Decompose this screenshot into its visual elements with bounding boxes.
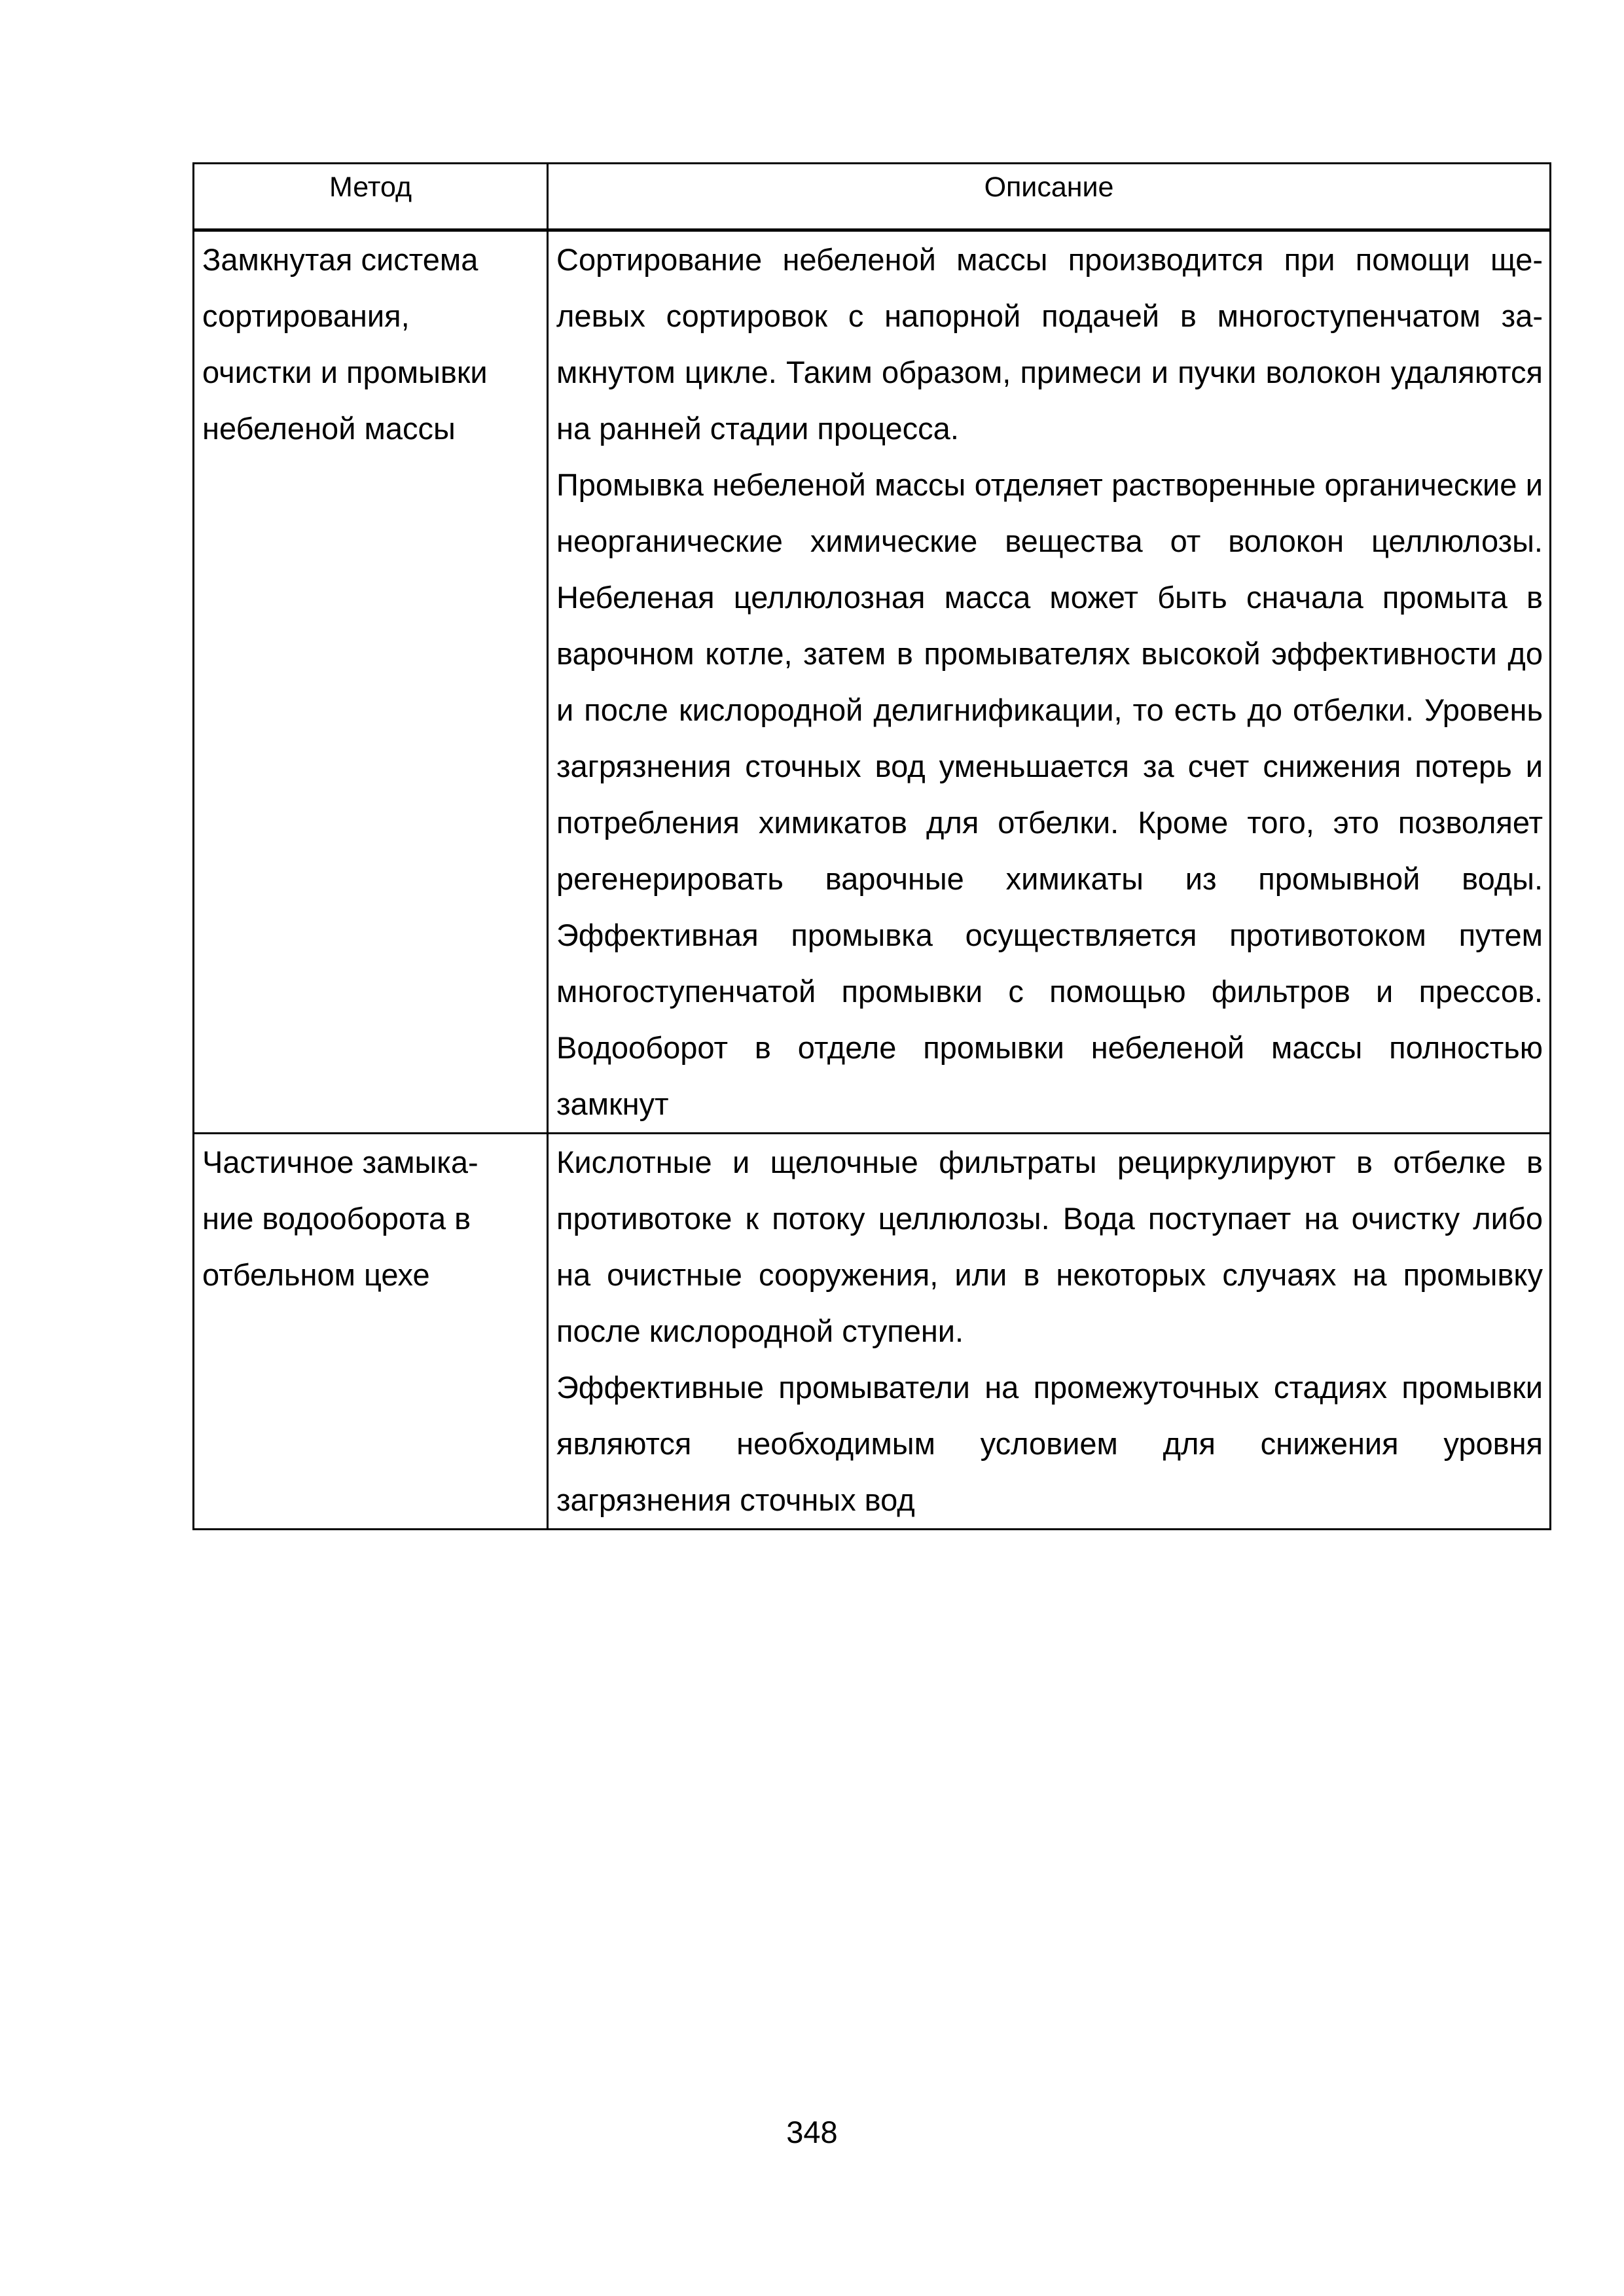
table-header-row	[194, 164, 1551, 230]
description-paragraph: Эффективные промыватели на промежуточных стадиях промывки являются необходимым условием для снижения уровня загрязнения сточных вод	[556, 1370, 1543, 1517]
description-paragraph: Сортирование небеленой массы производится при помощи щелевых сортировок с напорной подачей в многоступенчатом замкнутом цикле. Таким образом, примеси и пучки волокон удаляются на ранней стадии процесса.	[556, 242, 1543, 446]
description-paragraph: Кислотные и щелочные фильтраты рециркулируют в отбелке в противотоке к потоку целлюлозы. Вода поступает на очистку либо на очистные сооружения, или в некоторых случаях на промывку после кислородной ступени.	[556, 1145, 1543, 1348]
table-row	[194, 230, 1551, 1134]
description-paragraph: Промывка небеленой массы отделяет растворенные органические и неорганические химические вещества от волокон целлюлозы. Небеленая целлюлозная масса может быть сначала промыта в варочном котле, затем в промывателях высокой эффективности до и после кислородной делигнификации, то есть до отбелки. Уровень загрязнения сточных вод уменьшается за счет снижения потерь и потребления химикатов для отбелки. Кроме того, это позволяет регенерировать варочные химикаты из промывной воды. Эффективная промывка осуществляется противотоком путем многоступенчатой промывки с помощью фильтров и прессов. Водооборот в отделе промывки небеленой массы полностью замкнут	[556, 467, 1543, 1121]
method-cell: Замкнутая система сортирования, очистки и промывки небеленой массы	[194, 230, 548, 1134]
methods-table	[192, 162, 1551, 1530]
description-cell	[548, 230, 1551, 1134]
table-row	[194, 1134, 1551, 1530]
header-method: Метод	[194, 164, 548, 230]
method-cell: Частичное замыка- ние водооборота в отбельном цехе	[194, 1134, 548, 1530]
description-cell	[548, 1134, 1551, 1530]
header-description: Описание	[548, 164, 1551, 230]
page-number: 348	[786, 2115, 838, 2149]
